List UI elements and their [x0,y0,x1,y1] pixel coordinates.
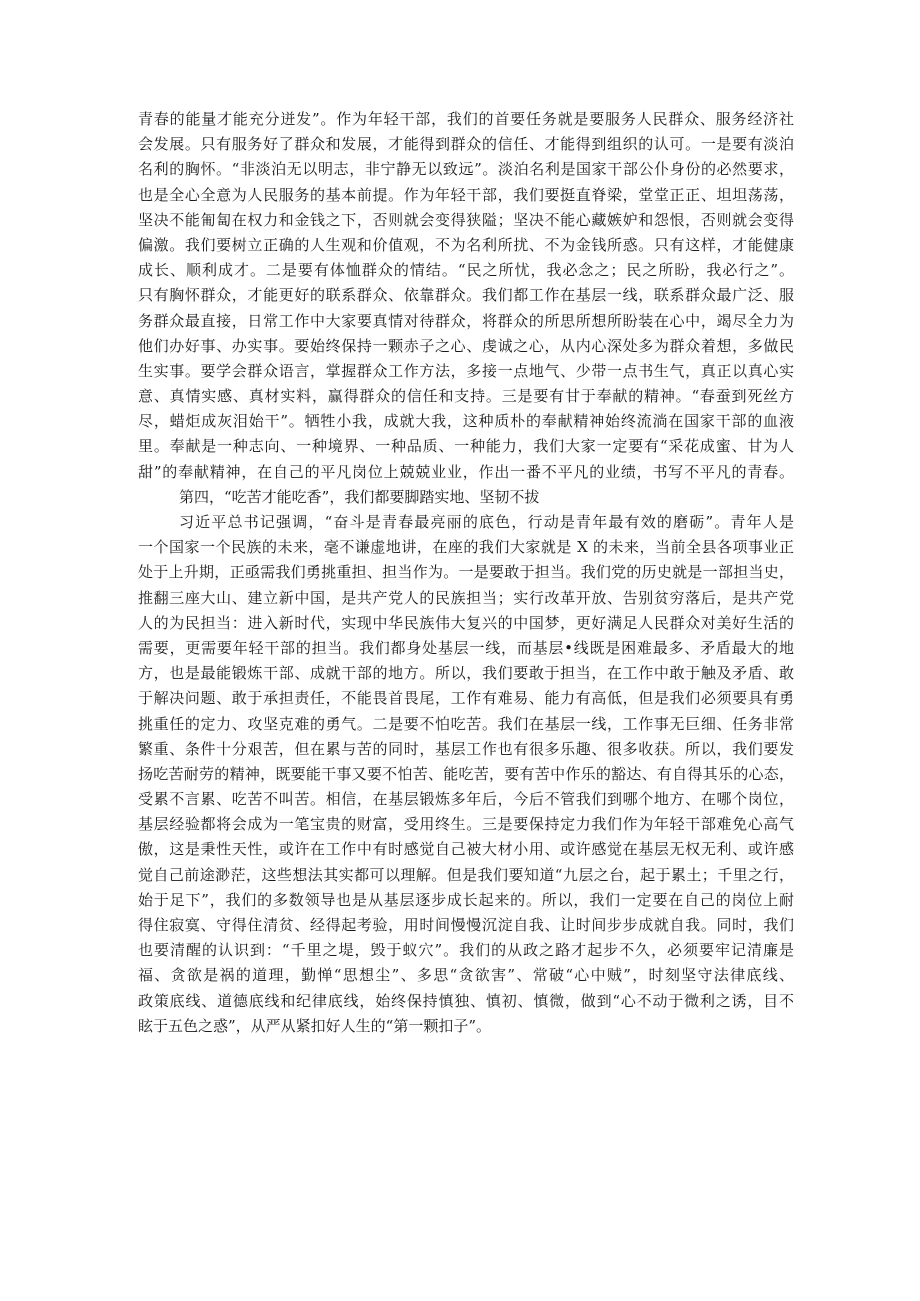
text-line: 甜”的奉献精神，在自己的平凡岗位上兢兢业业，作出一番不平凡的业绩，书写不平凡的青春。 [138,462,794,481]
text-line: 他们办好事、办实事。要始终保持一颗赤子之心、虔诚之心，从内心深处多为群众着想，多做民 [138,336,794,355]
text-line: 人的为民担当：进入新时代，实现中华民族伟大复兴的中国梦，更好满足人民群众对美好生活的 [138,613,794,632]
text-line: 始于足下”，我们的多数领导也是从基层逐步成长起来的。所以，我们一定要在自己的岗位上耐 [138,890,794,909]
text-line: 生实事。要学会群众语言，掌握群众工作方法，多接一点地气、少带一点书生气，真正以真心实 [138,361,794,380]
text-line: 偏激。我们要树立正确的人生观和价值观，不为名利所扰、不为金钱所惑。只有这样，才能健康 [138,235,794,254]
text-line: 基层经验都将会成为一笔宝贵的财富，受用终生。三是要保持定力我们作为年轻干部难免心高气 [138,815,794,834]
paragraph-1 [138,107,794,485]
text-line: 扬吃苦耐劳的精神，既要能干事又要不怕苦、能吃苦，要有苦中作乐的豁达、有自得其乐的心态， [138,764,794,783]
text-line: 会发展。只有服务好了群众和发展，才能得到群众的信任、才能得到组织的认可。一是要有淡泊 [138,135,794,154]
text-line: 需要，更需要年轻干部的担当。我们都身处基层一线，而基层•线既是困难最多、矛盾最大的地 [138,638,794,657]
text-line: 推翻三座大山、建立新中国，是共产党人的民族担当；实行改革开放、告别贫穷落后，是共产党 [138,588,794,607]
text-line: 尽，蜡炬成灰泪始干”。牺牲小我，成就大我，这种质朴的奉献精神始终流淌在国家干部的血液 [138,412,794,431]
text-line: 于解决问题、敢于承担责任，不能畏首畏尾，工作有难易、能力有高低，但是我们必须要具有勇 [138,689,794,708]
text-line: 意、真情实感、真材实料，赢得群众的信任和支持。三是要有甘于奉献的精神。“春蚕到死丝方 [138,387,794,406]
text-line: 挑重任的定力、攻坚克难的勇气。二是要不怕吃苦。我们在基层一线，工作事无巨细、任务非常 [138,714,794,733]
paragraph-2 [138,510,794,1039]
section-heading: 第四，“吃苦才能吃香”，我们都要脚踏实地、坚韧不拔 [179,487,540,506]
text-line: 也要清醒的认识到：“千里之堤，毁于蚁穴”。我们的从政之路才起步不久，必须要牢记清廉是 [138,941,794,960]
text-line: 一个国家一个民族的未来，毫不谦虚地讲，在座的我们大家就是 X 的未来，当前全县各项事业正 [138,538,794,557]
text-line: 得住寂寞、守得住清贫、经得起考验，用时间慢慢沉淀自我、让时间步步成就自我。同时，我们 [138,916,794,934]
text-line: 只有胸怀群众，才能更好的联系群众、依靠群众。我们都工作在基层一线，联系群众最广泛、服 [138,286,794,305]
text-line: 坚决不能匍匐在权力和金钱之下，否则就会变得狭隘；坚决不能心藏嫉妒和怨恨，否则就会变得 [138,210,794,229]
text-line: 眩于五色之惑”，从严从紧扣好人生的“第一颗扣子”。 [138,1016,492,1035]
text-line: 繁重、条件十分艰苦，但在累与苦的同时，基层工作也有很多乐趣、很多收获。所以，我们要发 [138,739,794,758]
text-line: 傲，这是秉性天性，或许在工作中有时感觉自己被大材小用、或许感觉在基层无权无利、或许感 [138,840,794,859]
text-line: 青春的能量才能充分迸发”。作为年轻干部，我们的首要任务就是要服务人民群众、服务经济社 [138,110,794,128]
text-line: 里。奉献是一种志向、一种境界、一种品质、一种能力，我们大家一定要有“采花成蜜、甘为人 [138,437,794,456]
text-line: 政策底线、道德底线和纪律底线，始终保持慎独、慎初、慎微，做到“心不动于微利之诱，目不 [138,991,794,1010]
text-line: 受累不言累、吃苦不叫苦。相信，在基层锻炼多年后，今后不管我们到哪个地方、在哪个岗位， [138,790,794,809]
text-line: 习近平总书记强调，“奋斗是青春最亮丽的底色，行动是青年最有效的磨砺”。青年人是 [179,513,794,531]
text-line: 觉自己前途渺茫，这些想法其实都可以理解。但是我们要知道“九层之台，起于累土；千里之行， [138,865,794,884]
text-line: 方，也是最能锻炼干部、成就干部的地方。所以，我们要敢于担当，在工作中敢于触及矛盾、敢 [138,664,794,683]
text-line: 也是全心全意为人民服务的基本前提。作为年轻干部，我们要挺直脊梁，堂堂正正、坦坦荡荡， [138,185,794,204]
text-line: 福、贪欲是祸的道理，勤惮“思想尘”、多思“贪欲害”、常破“心中贼”，时刻坚守法律底线、 [138,966,794,985]
text-line: 成长、顺利成才。二是要有体恤群众的情结。“民之所忧，我必念之；民之所盼，我必行之”。 [138,261,794,280]
text-line: 处于上升期，正亟需我们勇挑重担、担当作为。一是要敢于担当。我们党的历史就是一部担当史， [138,563,794,582]
text-line: 名利的胸怀。“非淡泊无以明志，非宁静无以致远”。淡泊名利是国家干部公仆身份的必然要求， [138,160,794,179]
text-line: 务群众最直接，日常工作中大家要真情对待群众，将群众的所思所想所盼装在心中，竭尽全力为 [138,311,794,330]
document-body [138,107,794,1039]
